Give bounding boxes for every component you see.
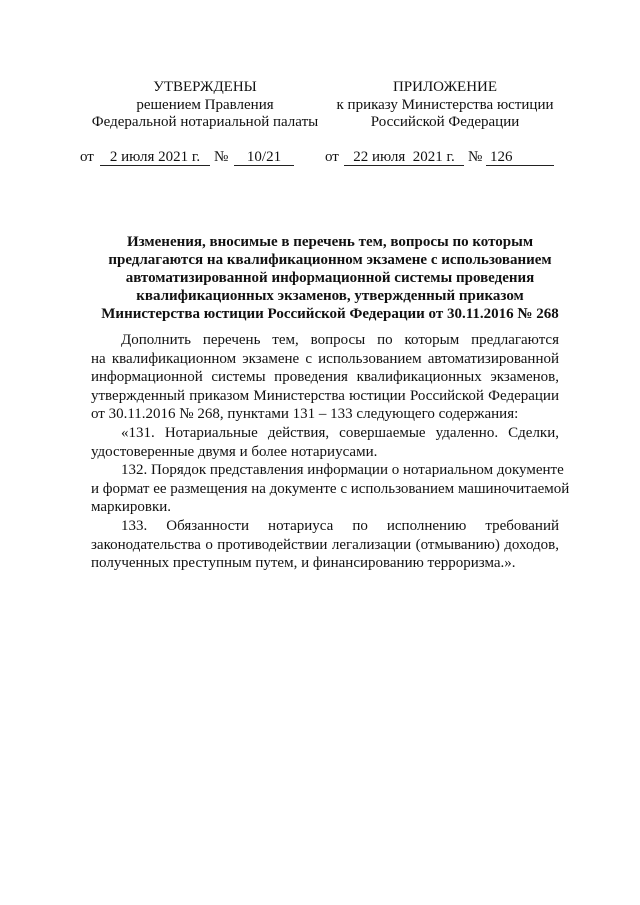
text-line: Дополнить перечень тем, вопросы по которым предлагаются (121, 332, 559, 348)
approval-line-1: решением Правления (136, 96, 274, 113)
approval-block (80, 79, 330, 132)
text-line: информационной системы проведения квалификационных экзаменов, (91, 369, 559, 386)
appendix-line-2: Российской Федерации (370, 114, 520, 130)
text-line: и формат ее размещения на документе с использованием машиночитаемой (91, 480, 570, 497)
text-line: от 30.11.2016 № 268, пунктами 131 – 133 следующего содержания: (91, 406, 519, 423)
approval-from-label: от (80, 149, 94, 165)
title-line: предлагаются на квалификационном экзамене с использованием (108, 252, 552, 268)
approval-heading: УТВЕРЖДЕНЫ (153, 79, 257, 95)
text-line: 133. Обязанности нотариуса по исполнению требований (121, 517, 559, 534)
title-line: Изменения, вносимые в перечень тем, вопросы по которым (126, 234, 534, 250)
document-title (95, 233, 565, 323)
approval-line-2: Федеральной нотариальной палаты (91, 114, 319, 130)
document-body (91, 331, 570, 573)
text-line: удостоверенные двумя и более нотариусами. (91, 443, 378, 460)
text-line: 132. Порядок представления информации о нотариальном документе (121, 462, 564, 479)
paragraph-item-133 (91, 517, 559, 573)
approval-number: 10/21 (234, 150, 294, 166)
appendix-from-label: от (325, 149, 339, 165)
text-line: законодательства о противодействии легализации (отмыванию) доходов, (91, 536, 559, 553)
paragraph-item-131 (91, 424, 559, 461)
text-line: «131. Нотариальные действия, совершаемые удаленно. Сделки, (121, 424, 559, 441)
text-line: маркировки. (91, 499, 172, 516)
text-line: на квалификационном экзамене с использованием автоматизированной (91, 350, 559, 367)
approval-number-label: № (214, 149, 229, 165)
text-line: полученных преступным путем, и финансированию терроризма.». (91, 555, 516, 572)
title-line: квалификационных экзаменов, утвержденный приказом (136, 288, 524, 304)
appendix-heading: ПРИЛОЖЕНИЕ (392, 79, 498, 95)
appendix-line-1: к приказу Министерства юстиции (336, 96, 554, 113)
appendix-number-label: № (468, 149, 483, 165)
paragraph-item-132 (91, 461, 570, 517)
appendix-number: 126 (486, 150, 554, 166)
title-line: Министерства юстиции Российской Федерации от 30.11.2016 № 268 (101, 306, 559, 322)
title-line: автоматизированной информационной системы проведения (125, 270, 535, 286)
approval-date: 2 июля 2021 г. (100, 150, 210, 166)
paragraph-intro (91, 331, 559, 424)
appendix-date: 22 июля 2021 г. (344, 150, 464, 166)
text-line: утвержденный приказом Министерства юстиции Российской Федерации (91, 387, 559, 404)
appendix-block (330, 79, 560, 132)
